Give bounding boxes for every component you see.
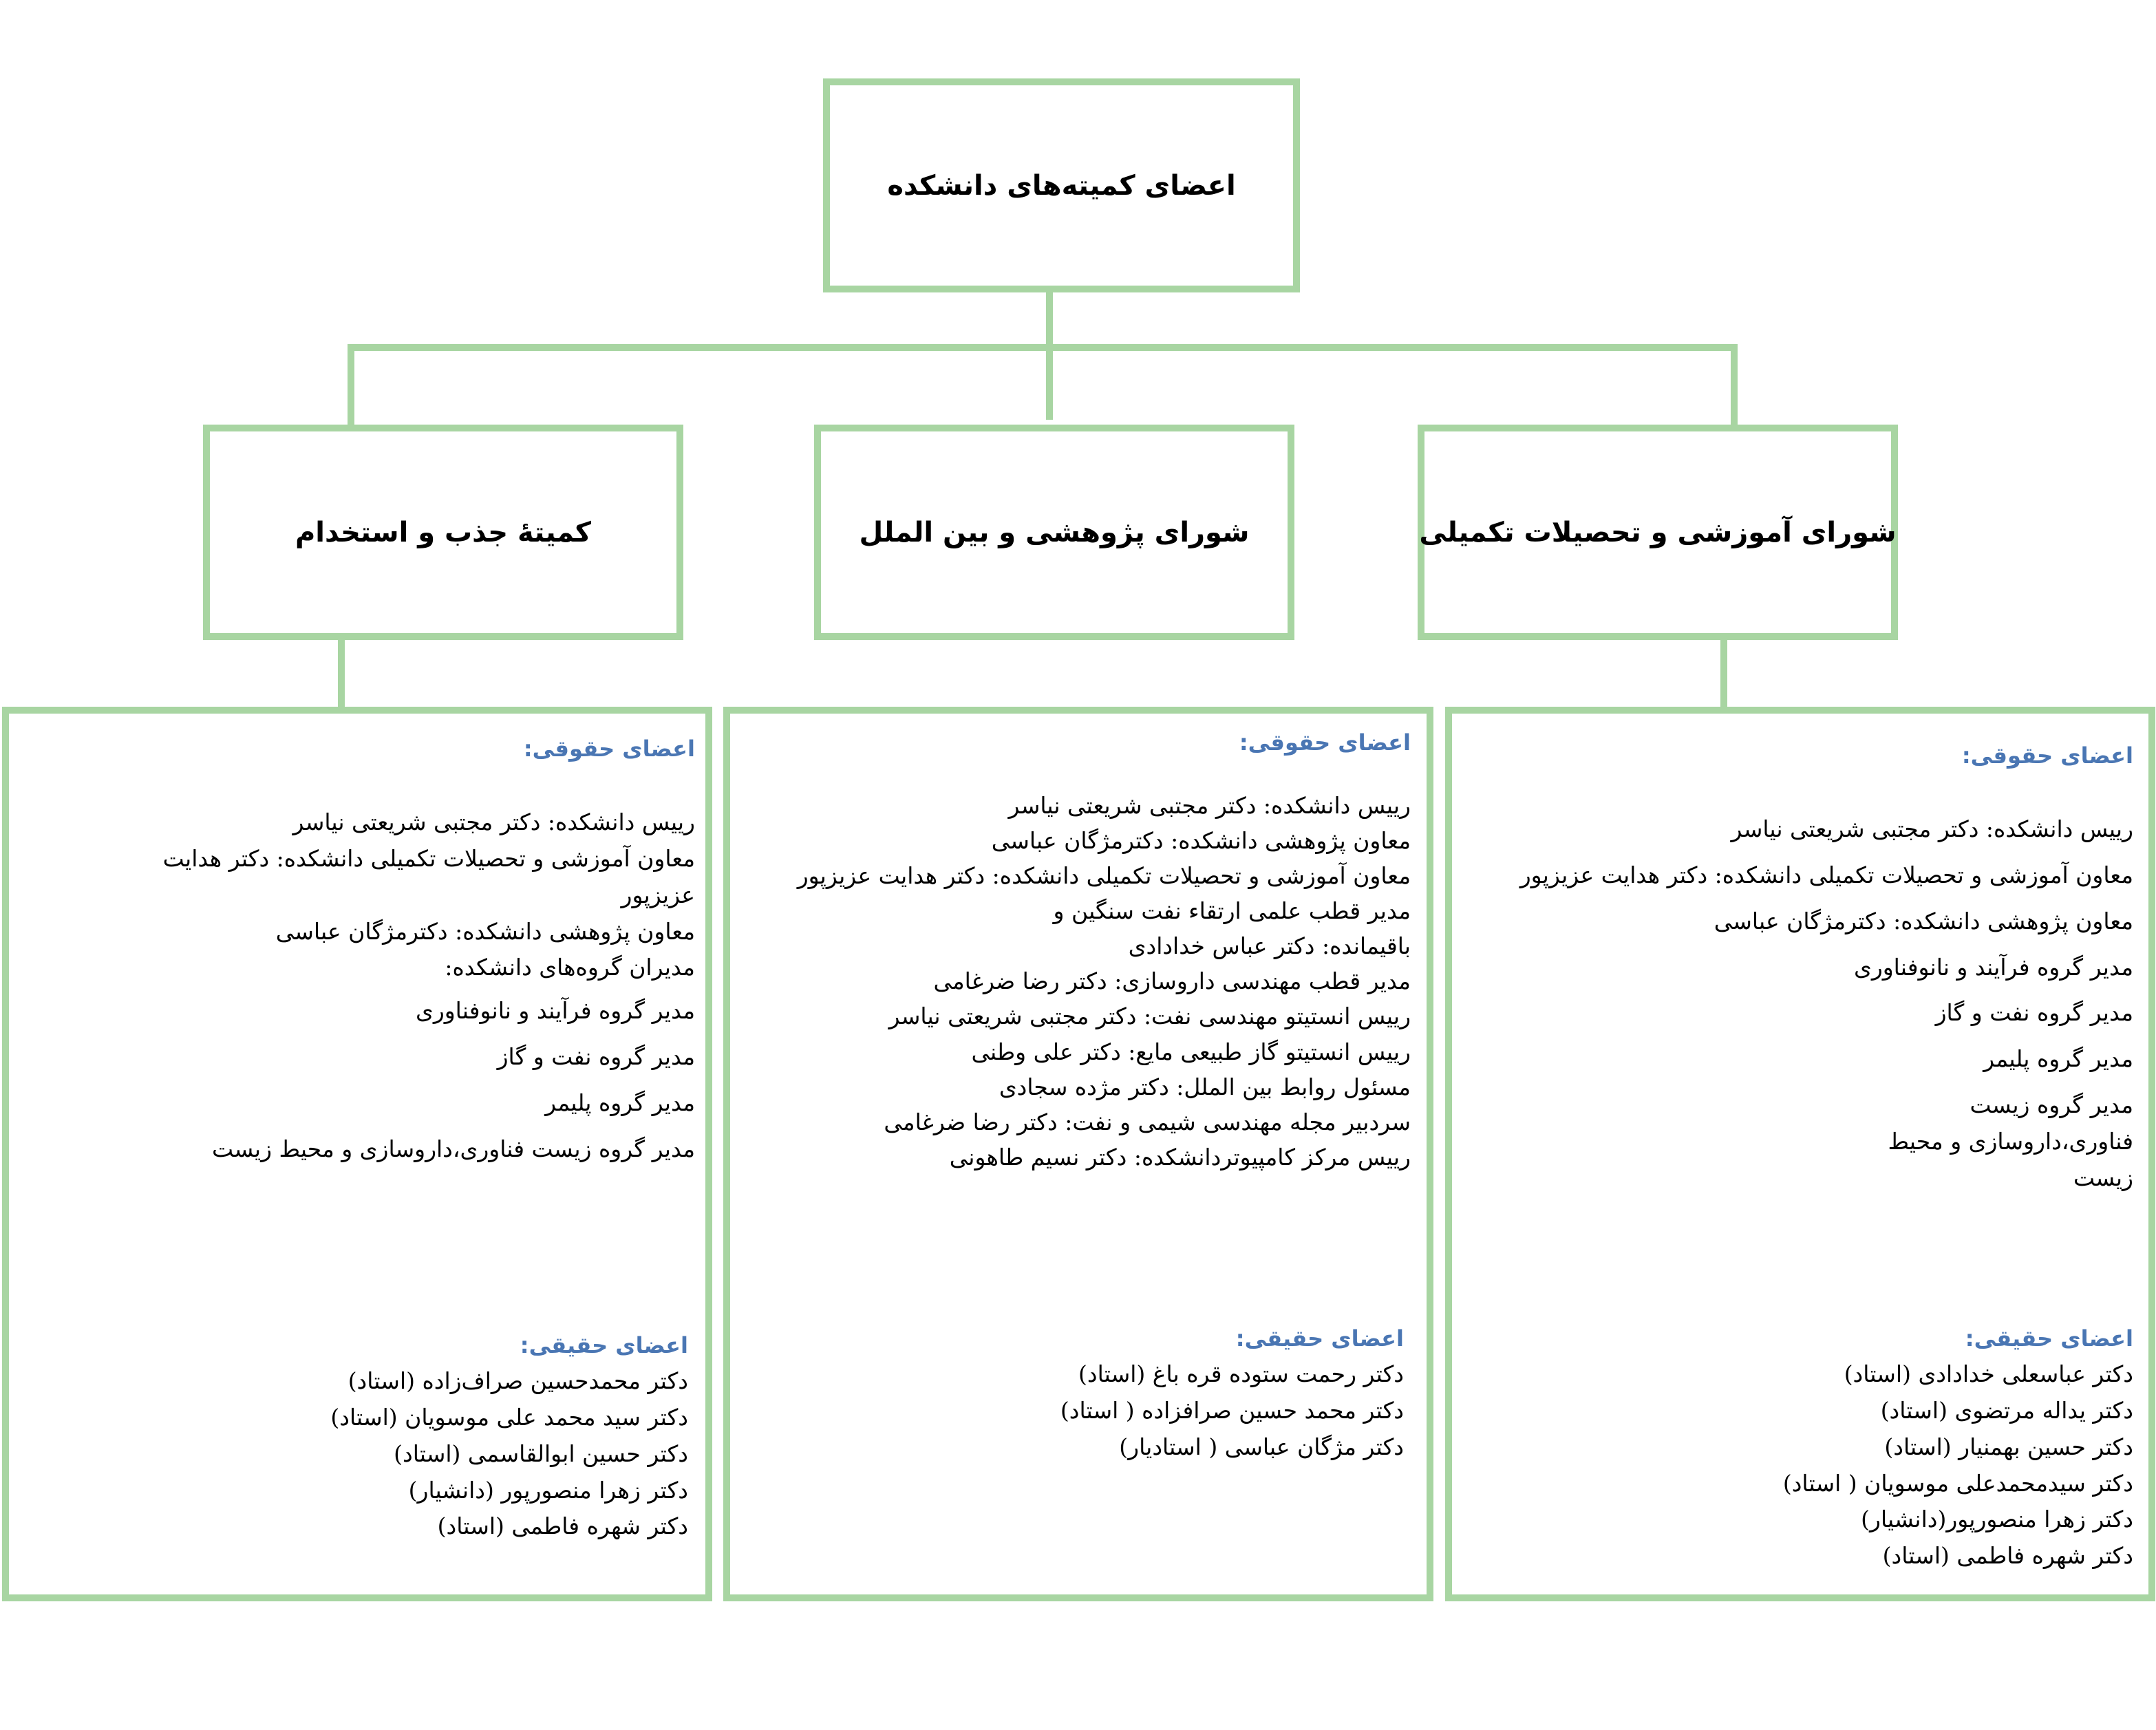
real-heading: اعضای حقیقی: — [1235, 1325, 1404, 1352]
list-item: رییس انستیتو گاز طبیعی مایع: دکتر علی وطنی — [971, 1038, 1411, 1065]
list-item: دکتر زهرا منصورپور(دانشیار) — [1861, 1506, 2133, 1533]
connector-right-content — [1720, 637, 1727, 712]
list-item: مدیر گروه نفت و گاز — [497, 1043, 695, 1070]
list-item: رییس دانشکده: دکتر مجتبی شریعتی نیاسر — [1008, 791, 1411, 819]
list-item: معاون پژوهشی دانشکده: دکترمژگان عباسی — [275, 917, 695, 945]
list-item: دکتر سید محمد علی موسویان (استاد) — [330, 1403, 688, 1431]
list-item: دکتر شهره فاطمی (استاد) — [437, 1513, 688, 1540]
legal-heading: اعضای حقوقی: — [1239, 729, 1411, 756]
connector-root-down — [1046, 288, 1053, 420]
list-item: مدیر گروه پلیمر — [545, 1089, 695, 1116]
list-item: معاون آموزشی و تحصیلات تکمیلی دانشکده: دکتر هدایت عزیزپور — [162, 844, 695, 908]
committee-title-box-recruitment — [203, 425, 683, 640]
list-item: دکتر رحمت ستوده قره باغ (استاد) — [1078, 1360, 1404, 1388]
legal-heading: اعضای حقوقی: — [523, 736, 695, 762]
list-item: مدیران گروه‌های دانشکده: — [445, 954, 695, 981]
list-item: مدیر گروه فرآیند و نانوفناوری — [1853, 953, 2133, 981]
committee-title-recruitment: کمیتهٔ جذب و استخدام — [295, 516, 592, 548]
list-item: معاون پژوهشی دانشکده: دکترمژگان عباسی — [991, 826, 1411, 854]
list-item: دکتر حسین ابوالقاسمی (استاد) — [394, 1440, 688, 1467]
connector-left-content — [338, 637, 345, 712]
list-item: دکتر محمد حسین صرافزاده ( استاد) — [1060, 1396, 1404, 1424]
list-item: دکتر شهره فاطمی (استاد) — [1882, 1542, 2133, 1570]
committee-title-education: شورای آموزشی و تحصیلات تکمیلی — [1419, 516, 1897, 548]
committee-title-box-education — [1418, 425, 1898, 640]
list-item: رییس انستیتو مهندسی نفت: دکتر مجتبی شریعتی نیاسر — [888, 1003, 1411, 1030]
connector-horizontal — [348, 344, 1738, 351]
connector-left-down — [348, 344, 354, 427]
list-item: دکتر محمدحسین صراف‌زاده (استاد) — [348, 1367, 688, 1395]
real-members-research — [963, 1321, 1404, 1466]
list-item: رییس دانشکده: دکتر مجتبی شریعتی نیاسر — [292, 809, 695, 836]
list-item: دکتر حسین بهمنیار (استاد) — [1884, 1433, 2133, 1460]
committee-title-box-research — [814, 425, 1294, 640]
list-item: دکتر عباسعلی خدادادی (استاد) — [1844, 1360, 2133, 1388]
list-item: مدیر گروه زیست فناوری،داروسازی و محیط زیست — [212, 1135, 695, 1162]
list-item: رییس مرکز کامپیوتردانشکده: دکتر نسیم طاهونی — [949, 1144, 1411, 1171]
root-node — [823, 78, 1300, 292]
list-item: مدیر گروه فرآیند و نانوفناوری — [415, 997, 695, 1025]
connector-right-down — [1731, 344, 1738, 427]
list-item: مسئول روابط بین الملل: دکتر مژده سجادی — [999, 1073, 1411, 1100]
real-members-education — [1686, 1321, 2133, 1574]
legal-heading: اعضای حقوقی: — [1961, 743, 2133, 769]
root-title: اعضای کمیته‌های دانشکده — [887, 169, 1236, 202]
list-item: سردبیر مجله مهندسی شیمی و نفت: دکتر رضا ضرغامی — [884, 1108, 1411, 1135]
list-item: دکتر یداله مرتضوی (استاد) — [1880, 1396, 2133, 1424]
real-members-recruitment — [206, 1328, 688, 1545]
list-item: دکتر زهرا منصورپور (دانشیار) — [408, 1476, 688, 1504]
list-item: معاون پژوهشی دانشکده: دکترمژگان عباسی — [1714, 907, 2133, 935]
list-item: معاون آموزشی و تحصیلات تکمیلی دانشکده: دکتر هدایت عزیزپور — [1519, 861, 2133, 888]
list-item: رییس دانشکده: دکتر مجتبی شریعتی نیاسر — [1731, 815, 2133, 843]
list-item: مدیر گروه نفت و گاز — [1935, 999, 2133, 1027]
legal-members-research — [757, 726, 1411, 1175]
list-item: مدیر گروه زیست فناوری،داروسازی و محیط زیست — [1888, 1091, 2133, 1191]
list-item: مدیر گروه پلیمر — [1983, 1045, 2133, 1073]
list-item: معاون آموزشی و تحصیلات تکمیلی دانشکده: دکتر هدایت عزیزپور — [797, 862, 1411, 889]
legal-members-education — [1480, 738, 2133, 1196]
real-heading: اعضای حقیقی: — [520, 1332, 688, 1358]
list-item: دکتر سیدمحمدعلی موسویان ( استاد) — [1782, 1469, 2133, 1497]
list-item: مدیر قطب علمی ارتقاء نفت سنگین و باقیمانده: دکتر عباس خدادادی — [1053, 897, 1411, 960]
legal-members-recruitment — [124, 731, 695, 1167]
list-item: مدیر قطب مهندسی داروسازی: دکتر رضا ضرغامی — [933, 968, 1411, 995]
committee-title-research: شورای پژوهشی و بین الملل — [859, 516, 1250, 548]
real-heading: اعضای حقیقی: — [1965, 1325, 2133, 1352]
list-item: دکتر مژگان عباسی ( استادیار) — [1119, 1433, 1404, 1460]
